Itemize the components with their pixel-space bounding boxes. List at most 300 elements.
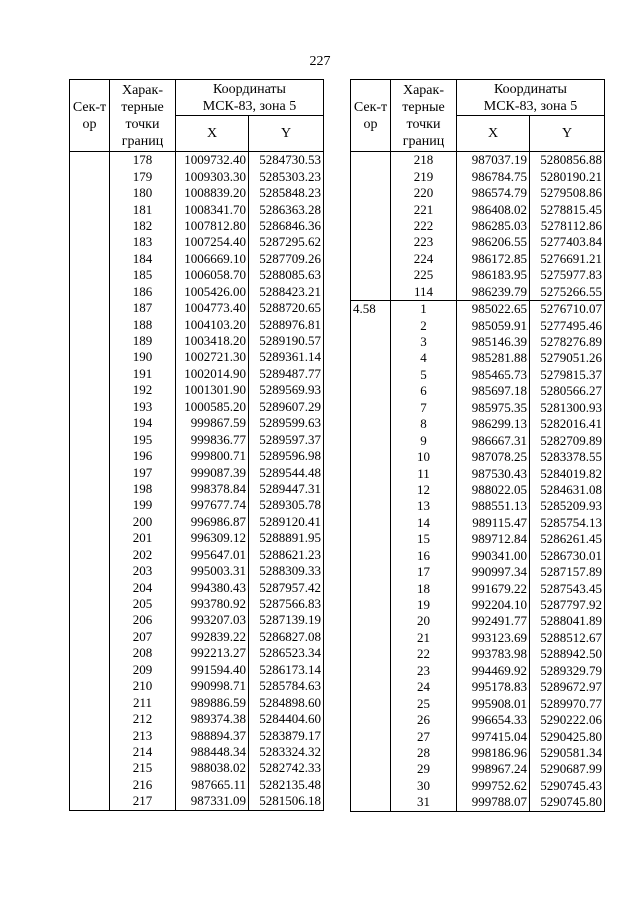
table-row (351, 432, 605, 448)
y-coordinate-cell: 5286173.14 (249, 662, 324, 678)
x-coordinate-cell: 1000585.20 (176, 399, 249, 415)
point-number-cell: 213 (110, 727, 176, 743)
table-row (351, 300, 605, 317)
table-row (351, 449, 605, 465)
point-number-cell: 210 (110, 678, 176, 694)
table-row (70, 366, 324, 382)
sector-cell (70, 431, 110, 447)
x-coordinate-cell: 985975.35 (457, 400, 530, 416)
y-coordinate-cell: 5285303.23 (249, 168, 324, 184)
y-coordinate-cell: 5279051.26 (530, 350, 605, 366)
x-coordinate-cell: 999788.07 (457, 794, 530, 811)
x-coordinate-cell: 1007812.80 (176, 218, 249, 234)
point-number-cell: 179 (110, 168, 176, 184)
point-number-cell: 24 (391, 679, 457, 695)
points-header (391, 80, 457, 152)
table-row (351, 564, 605, 580)
y-coordinate-cell: 5281300.93 (530, 400, 605, 416)
sector-cell (351, 234, 391, 250)
coordinates-header (176, 80, 324, 116)
table-row (351, 482, 605, 498)
y-coordinate-cell: 5279815.37 (530, 367, 605, 383)
table-row (351, 465, 605, 481)
sector-cell (70, 678, 110, 694)
y-column-header: Y (530, 116, 605, 152)
point-number-cell: 209 (110, 662, 176, 678)
sector-cell (351, 168, 391, 184)
table-row (351, 185, 605, 201)
sector-cell (351, 152, 391, 169)
x-coordinate-cell: 991679.22 (457, 580, 530, 596)
x-coordinate-cell: 987037.19 (457, 152, 530, 169)
point-number-cell: 202 (110, 547, 176, 563)
y-coordinate-cell: 5289596.98 (249, 448, 324, 464)
sector-cell (70, 251, 110, 267)
x-coordinate-cell: 986239.79 (457, 284, 530, 301)
x-coordinate-cell: 994380.43 (176, 579, 249, 595)
y-coordinate-cell: 5287797.92 (530, 597, 605, 613)
y-coordinate-cell: 5289970.77 (530, 695, 605, 711)
point-number-cell: 218 (391, 152, 457, 169)
table-row (351, 152, 605, 169)
sector-cell (351, 498, 391, 514)
sector-cell (351, 251, 391, 267)
x-coordinate-cell: 988038.02 (176, 760, 249, 776)
y-coordinate-cell: 5290745.80 (530, 794, 605, 811)
sector-cell (70, 711, 110, 727)
table-row (70, 612, 324, 628)
point-number-cell: 193 (110, 399, 176, 415)
table-row (70, 760, 324, 776)
x-coordinate-cell: 996986.87 (176, 514, 249, 530)
x-coordinate-cell: 993783.98 (457, 646, 530, 662)
x-coordinate-cell: 1008839.20 (176, 185, 249, 201)
x-coordinate-cell: 986172.85 (457, 251, 530, 267)
point-number-cell: 15 (391, 531, 457, 547)
x-coordinate-cell: 1001301.90 (176, 382, 249, 398)
sector-cell (70, 267, 110, 283)
sector-cell (70, 579, 110, 595)
point-number-cell: 225 (391, 267, 457, 283)
x-coordinate-cell: 1003418.20 (176, 333, 249, 349)
point-number-cell: 208 (110, 645, 176, 661)
point-number-cell: 178 (110, 152, 176, 169)
sector-cell (351, 613, 391, 629)
x-coordinate-cell: 988022.05 (457, 482, 530, 498)
sector-cell (351, 745, 391, 761)
y-coordinate-cell: 5288976.81 (249, 316, 324, 332)
y-coordinate-cell: 5288085.63 (249, 267, 324, 283)
table-row (351, 367, 605, 383)
y-coordinate-cell: 5289487.77 (249, 366, 324, 382)
sector-cell (351, 465, 391, 481)
x-column-header: X (457, 116, 530, 152)
x-coordinate-cell: 1002014.90 (176, 366, 249, 382)
point-number-cell: 23 (391, 663, 457, 679)
x-coordinate-cell: 986784.75 (457, 168, 530, 184)
x-coordinate-cell: 995647.01 (176, 547, 249, 563)
sector-cell (70, 547, 110, 563)
sector-cell (70, 563, 110, 579)
point-number-cell: 29 (391, 761, 457, 777)
table-row (70, 316, 324, 332)
table-row (70, 431, 324, 447)
x-coordinate-cell: 993123.69 (457, 630, 530, 646)
sector-cell (70, 168, 110, 184)
sector-cell (70, 793, 110, 810)
x-coordinate-cell: 986285.03 (457, 218, 530, 234)
y-coordinate-cell: 5285209.93 (530, 498, 605, 514)
point-number-cell: 215 (110, 760, 176, 776)
table-row (351, 168, 605, 184)
sector-cell (70, 201, 110, 217)
y-coordinate-cell: 5280856.88 (530, 152, 605, 169)
table-row (351, 745, 605, 761)
point-number-cell: 17 (391, 564, 457, 580)
points-header-label: Харак-терные точки границ (121, 82, 164, 149)
y-coordinate-cell: 5286846.36 (249, 218, 324, 234)
sector-cell (351, 482, 391, 498)
y-coordinate-cell: 5287543.45 (530, 580, 605, 596)
x-coordinate-cell: 998967.24 (457, 761, 530, 777)
sector-cell (351, 679, 391, 695)
table-row (70, 547, 324, 563)
point-number-cell: 19 (391, 597, 457, 613)
point-number-cell: 214 (110, 744, 176, 760)
y-coordinate-cell: 5284404.60 (249, 711, 324, 727)
y-coordinate-cell: 5276710.07 (530, 300, 605, 317)
sector-cell (70, 727, 110, 743)
y-coordinate-cell: 5289569.93 (249, 382, 324, 398)
sector-cell (70, 514, 110, 530)
y-coordinate-cell: 5289544.48 (249, 464, 324, 480)
y-coordinate-cell: 5287709.26 (249, 251, 324, 267)
y-coordinate-cell: 5290745.43 (530, 778, 605, 794)
table-row (351, 548, 605, 564)
sector-cell (351, 350, 391, 366)
y-coordinate-cell: 5287295.62 (249, 234, 324, 250)
y-coordinate-cell: 5286363.28 (249, 201, 324, 217)
point-number-cell: 191 (110, 366, 176, 382)
y-coordinate-cell: 5290687.99 (530, 761, 605, 777)
y-coordinate-cell: 5289305.78 (249, 497, 324, 513)
table-row (351, 383, 605, 399)
point-number-cell: 194 (110, 415, 176, 431)
table-row (351, 663, 605, 679)
point-number-cell: 221 (391, 201, 457, 217)
x-coordinate-cell: 986574.79 (457, 185, 530, 201)
y-coordinate-cell: 5286261.45 (530, 531, 605, 547)
table-row (351, 317, 605, 333)
table-row (70, 563, 324, 579)
sector-cell (70, 662, 110, 678)
sector-cell (70, 382, 110, 398)
x-coordinate-cell: 997677.74 (176, 497, 249, 513)
x-coordinate-cell: 989886.59 (176, 694, 249, 710)
table-row (351, 267, 605, 283)
point-number-cell: 31 (391, 794, 457, 811)
y-coordinate-cell: 5289672.97 (530, 679, 605, 695)
point-number-cell: 216 (110, 777, 176, 793)
x-coordinate-cell: 988894.37 (176, 727, 249, 743)
sector-cell (351, 201, 391, 217)
coordinates-header-label: Координаты МСК-83, зона 5 (483, 81, 578, 114)
x-coordinate-cell: 992204.10 (457, 597, 530, 613)
y-coordinate-cell: 5288309.33 (249, 563, 324, 579)
y-coordinate-cell: 5287957.42 (249, 579, 324, 595)
x-coordinate-cell: 989374.38 (176, 711, 249, 727)
point-number-cell: 6 (391, 383, 457, 399)
sector-cell: 4.58 (351, 300, 391, 317)
sector-cell (351, 267, 391, 283)
x-coordinate-cell: 987078.25 (457, 449, 530, 465)
x-coordinate-cell: 993207.03 (176, 612, 249, 628)
x-coordinate-cell: 987665.11 (176, 777, 249, 793)
point-number-cell: 195 (110, 431, 176, 447)
y-coordinate-cell: 5289597.37 (249, 431, 324, 447)
table-row (351, 201, 605, 217)
table-row (70, 530, 324, 546)
sector-cell (351, 630, 391, 646)
sector-cell (351, 185, 391, 201)
table-row (351, 334, 605, 350)
y-coordinate-cell: 5278815.45 (530, 201, 605, 217)
x-coordinate-cell: 985465.73 (457, 367, 530, 383)
point-number-cell: 184 (110, 251, 176, 267)
y-coordinate-cell: 5289120.41 (249, 514, 324, 530)
y-coordinate-cell: 5275266.55 (530, 284, 605, 301)
y-coordinate-cell: 5285784.63 (249, 678, 324, 694)
sector-header-label: Сек-тор (353, 99, 388, 132)
point-number-cell: 197 (110, 464, 176, 480)
table-row (351, 613, 605, 629)
point-number-cell: 10 (391, 449, 457, 465)
point-number-cell: 206 (110, 612, 176, 628)
y-coordinate-cell: 5283879.17 (249, 727, 324, 743)
sector-cell (70, 612, 110, 628)
sector-cell (70, 694, 110, 710)
point-number-cell: 22 (391, 646, 457, 662)
table-row (351, 580, 605, 596)
table-row (70, 497, 324, 513)
x-coordinate-cell: 1009303.30 (176, 168, 249, 184)
table-row (351, 284, 605, 301)
y-coordinate-cell: 5278276.89 (530, 334, 605, 350)
x-coordinate-cell: 986183.95 (457, 267, 530, 283)
point-number-cell: 222 (391, 218, 457, 234)
sector-cell (70, 481, 110, 497)
y-coordinate-cell: 5286827.08 (249, 629, 324, 645)
table-row (351, 498, 605, 514)
point-number-cell: 14 (391, 515, 457, 531)
sector-cell (70, 185, 110, 201)
sector-cell (351, 400, 391, 416)
y-coordinate-cell: 5283324.32 (249, 744, 324, 760)
point-number-cell: 114 (391, 284, 457, 301)
x-coordinate-cell: 999867.59 (176, 415, 249, 431)
table-row (351, 761, 605, 777)
table-row (351, 695, 605, 711)
x-coordinate-cell: 999800.71 (176, 448, 249, 464)
x-coordinate-cell: 1008341.70 (176, 201, 249, 217)
coordinates-header-label: Координаты МСК-83, зона 5 (202, 81, 297, 114)
point-number-cell: 186 (110, 284, 176, 300)
x-coordinate-cell: 1007254.40 (176, 234, 249, 250)
point-number-cell: 183 (110, 234, 176, 250)
table-row (70, 333, 324, 349)
sector-cell (351, 416, 391, 432)
x-coordinate-cell: 1004773.40 (176, 300, 249, 316)
sector-cell (70, 744, 110, 760)
y-coordinate-cell: 5289607.29 (249, 399, 324, 415)
x-coordinate-cell: 990997.34 (457, 564, 530, 580)
point-number-cell: 26 (391, 712, 457, 728)
table-row (70, 711, 324, 727)
coordinates-table-left (69, 79, 324, 811)
y-coordinate-cell: 5288891.95 (249, 530, 324, 546)
y-coordinate-cell: 5278112.86 (530, 218, 605, 234)
table-row (351, 646, 605, 662)
x-coordinate-cell: 991594.40 (176, 662, 249, 678)
point-number-cell: 203 (110, 563, 176, 579)
sector-cell (70, 448, 110, 464)
point-number-cell: 211 (110, 694, 176, 710)
table-row (70, 448, 324, 464)
x-coordinate-cell: 986667.31 (457, 432, 530, 448)
x-coordinate-cell: 1004103.20 (176, 316, 249, 332)
sector-cell (70, 645, 110, 661)
table-row (70, 284, 324, 300)
sector-cell (351, 712, 391, 728)
sector-cell (70, 284, 110, 300)
y-coordinate-cell: 5287566.83 (249, 596, 324, 612)
table-row (70, 744, 324, 760)
x-coordinate-cell: 986299.13 (457, 416, 530, 432)
y-coordinate-cell: 5288041.89 (530, 613, 605, 629)
sector-cell (70, 316, 110, 332)
y-coordinate-cell: 5284730.53 (249, 152, 324, 169)
page-number: 227 (309, 54, 331, 69)
y-coordinate-cell: 5281506.18 (249, 793, 324, 810)
sector-cell (70, 760, 110, 776)
sector-cell (70, 464, 110, 480)
y-coordinate-cell: 5286523.34 (249, 645, 324, 661)
coordinates-header (457, 80, 605, 116)
table-row (70, 415, 324, 431)
sector-cell (70, 530, 110, 546)
y-coordinate-cell: 5282742.33 (249, 760, 324, 776)
x-coordinate-cell: 986408.02 (457, 201, 530, 217)
sector-cell (351, 778, 391, 794)
point-number-cell: 25 (391, 695, 457, 711)
x-coordinate-cell: 1002721.30 (176, 349, 249, 365)
left-table-body (70, 152, 324, 811)
y-coordinate-cell: 5284631.08 (530, 482, 605, 498)
x-coordinate-cell: 985697.18 (457, 383, 530, 399)
sector-cell (70, 366, 110, 382)
right-table-body (351, 152, 605, 812)
y-coordinate-cell: 5279508.86 (530, 185, 605, 201)
table-row (351, 400, 605, 416)
x-coordinate-cell: 986206.55 (457, 234, 530, 250)
y-coordinate-cell: 5277403.84 (530, 234, 605, 250)
point-number-cell: 201 (110, 530, 176, 546)
table-row (351, 531, 605, 547)
point-number-cell: 16 (391, 548, 457, 564)
x-coordinate-cell: 988551.13 (457, 498, 530, 514)
y-coordinate-cell: 5288720.65 (249, 300, 324, 316)
table-row (351, 350, 605, 366)
x-coordinate-cell: 992491.77 (457, 613, 530, 629)
table-row (351, 679, 605, 695)
point-number-cell: 198 (110, 481, 176, 497)
point-number-cell: 189 (110, 333, 176, 349)
x-coordinate-cell: 995908.01 (457, 695, 530, 711)
sector-header (351, 80, 391, 152)
y-coordinate-cell: 5289599.63 (249, 415, 324, 431)
sector-cell (351, 449, 391, 465)
table-row (351, 218, 605, 234)
table-row (351, 778, 605, 794)
table-row (70, 185, 324, 201)
point-number-cell: 7 (391, 400, 457, 416)
point-number-cell: 217 (110, 793, 176, 810)
x-coordinate-cell: 994469.92 (457, 663, 530, 679)
point-number-cell: 212 (110, 711, 176, 727)
x-coordinate-cell: 990998.71 (176, 678, 249, 694)
point-number-cell: 8 (391, 416, 457, 432)
y-coordinate-cell: 5280190.21 (530, 168, 605, 184)
table-row (351, 251, 605, 267)
x-coordinate-cell: 998378.84 (176, 481, 249, 497)
point-number-cell: 207 (110, 629, 176, 645)
sector-cell (351, 367, 391, 383)
point-number-cell: 11 (391, 465, 457, 481)
x-coordinate-cell: 989712.84 (457, 531, 530, 547)
point-number-cell: 200 (110, 514, 176, 530)
point-number-cell: 12 (391, 482, 457, 498)
point-number-cell: 21 (391, 630, 457, 646)
y-coordinate-cell: 5284019.82 (530, 465, 605, 481)
x-coordinate-cell: 1006669.10 (176, 251, 249, 267)
y-coordinate-cell: 5282709.89 (530, 432, 605, 448)
point-number-cell: 181 (110, 201, 176, 217)
sector-cell (351, 695, 391, 711)
table-row (70, 777, 324, 793)
sector-cell (351, 317, 391, 333)
point-number-cell: 196 (110, 448, 176, 464)
sector-cell (70, 497, 110, 513)
table-row (351, 515, 605, 531)
point-number-cell: 28 (391, 745, 457, 761)
x-coordinate-cell: 985022.65 (457, 300, 530, 317)
sector-cell (351, 794, 391, 811)
point-number-cell: 199 (110, 497, 176, 513)
point-number-cell: 223 (391, 234, 457, 250)
x-coordinate-cell: 992839.22 (176, 629, 249, 645)
point-number-cell: 4 (391, 350, 457, 366)
table-row (70, 251, 324, 267)
sector-cell (70, 399, 110, 415)
table-row (70, 727, 324, 743)
sector-header (70, 80, 110, 152)
sector-cell (351, 531, 391, 547)
y-coordinate-cell: 5289447.31 (249, 481, 324, 497)
y-coordinate-cell: 5285754.13 (530, 515, 605, 531)
sector-cell (351, 580, 391, 596)
point-number-cell: 182 (110, 218, 176, 234)
y-coordinate-cell: 5287157.89 (530, 564, 605, 580)
